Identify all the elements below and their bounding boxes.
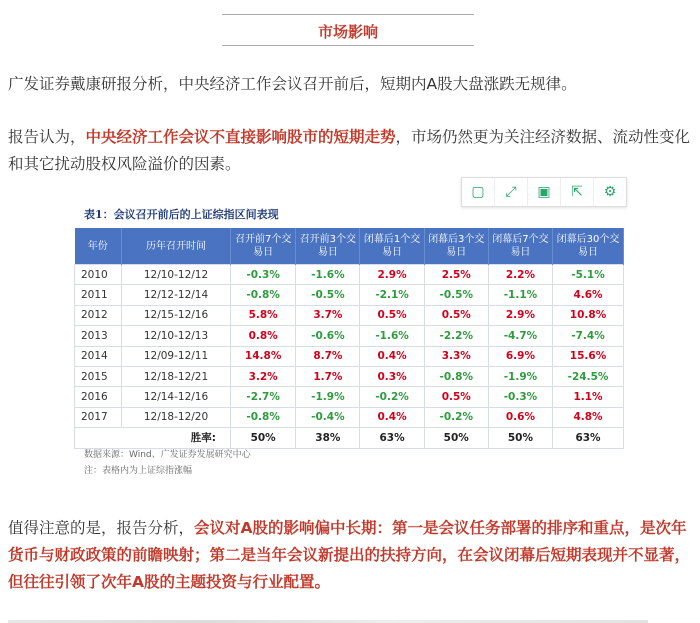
return-cell: -0.2% [424, 407, 488, 427]
table-row [75, 346, 624, 366]
paragraph-2-lead: 报告认为， [8, 128, 86, 146]
paragraph-2-tail: ，市场仍然更为关注经济数据、流动性变化和其它扰动股权风险溢价的因素。 [8, 128, 691, 173]
header-post30: 闭幕后30个交易日 [553, 228, 624, 265]
paragraph-1: 广发证券戴康研报分析，中央经济工作会议召开前后，短期内A股大盘涨跌无规律。 [8, 75, 577, 93]
return-cell: 0.4% [360, 346, 424, 366]
return-cell: -0.8% [231, 285, 296, 305]
return-cell: 4.8% [553, 407, 624, 427]
return-cell: -2.7% [231, 387, 296, 407]
section-title-box [222, 14, 474, 46]
return-cell: -24.5% [553, 366, 624, 386]
return-cell: 2.9% [488, 305, 552, 325]
year-cell: 2017 [75, 407, 122, 427]
return-cell: 10.8% [553, 305, 624, 325]
paragraph-3-lead: 值得注意的是，报告分析， [8, 519, 195, 537]
return-cell: 2.5% [424, 265, 488, 285]
return-cell: -0.8% [231, 407, 296, 427]
date-range-cell: 12/14-12/16 [122, 387, 231, 407]
copy-icon[interactable]: ▢ [462, 178, 495, 206]
paragraph-3-highlight: 会议对A股的影响偏中长期：第一是会议任务部署的排序和重点，是次年货币与财政政策的前瞻映射；第二是当年会议新提出的扶持方向，在会议闭幕后短期表现并不显著，但往往引领了次年A股的主题投资与行业配置。 [8, 519, 691, 591]
return-cell: -5.1% [553, 265, 624, 285]
return-cell: -0.3% [488, 387, 552, 407]
return-cell: 14.8% [231, 346, 296, 366]
return-cell: -0.6% [296, 326, 360, 346]
paragraph-2-highlight: 中央经济工作会议不直接影响股市的短期走势 [85, 128, 396, 146]
year-cell: 2011 [75, 285, 122, 305]
image-toolbar [461, 177, 627, 207]
return-cell: 15.6% [553, 346, 624, 366]
year-cell: 2012 [75, 305, 122, 325]
date-range-cell: 12/12-12/14 [122, 285, 231, 305]
return-cell: -0.4% [296, 407, 360, 427]
return-cell: 1.7% [296, 366, 360, 386]
win-rate-cell: 50% [231, 428, 296, 448]
win-rate-row [75, 428, 624, 448]
table-row [75, 265, 624, 285]
return-cell: -1.6% [360, 326, 424, 346]
return-cell: -0.5% [296, 285, 360, 305]
win-rate-label: 胜率: [75, 428, 231, 448]
table-row [75, 305, 624, 325]
return-cell: 3.2% [231, 366, 296, 386]
paragraph-2 [8, 124, 692, 178]
expand-icon[interactable]: ⤢ [495, 178, 528, 206]
return-cell: 3.3% [424, 346, 488, 366]
date-range-cell: 12/10-12/12 [122, 265, 231, 285]
return-cell: 0.4% [360, 407, 424, 427]
return-cell: -0.8% [424, 366, 488, 386]
date-range-cell: 12/10-12/13 [122, 326, 231, 346]
next-paragraph-cutoff [8, 612, 648, 623]
return-cell: 3.7% [296, 305, 360, 325]
return-cell: 0.5% [360, 305, 424, 325]
market-performance-table [74, 228, 624, 449]
return-cell: -0.5% [424, 285, 488, 305]
win-rate-cell: 50% [424, 428, 488, 448]
return-cell: 1.1% [553, 387, 624, 407]
return-cell: 0.3% [360, 366, 424, 386]
return-cell: -1.6% [296, 265, 360, 285]
table-title: 表1：会议召开前后的上证综指区间表现 [84, 208, 279, 221]
win-rate-cell: 38% [296, 428, 360, 448]
table-header-row [75, 228, 624, 265]
win-rate-cell: 63% [553, 428, 624, 448]
return-cell: -0.3% [231, 265, 296, 285]
win-rate-cell: 63% [360, 428, 424, 448]
return-cell: 6.9% [488, 346, 552, 366]
date-range-cell: 12/09-12/11 [122, 346, 231, 366]
settings-icon[interactable]: ⚙ [603, 184, 617, 200]
year-cell: 2010 [75, 265, 122, 285]
win-rate-cell: 50% [488, 428, 552, 448]
return-cell: 0.8% [231, 326, 296, 346]
table-row [75, 407, 624, 427]
header-pre7: 召开前7个交易日 [231, 228, 296, 265]
date-range-cell: 12/18-12/21 [122, 366, 231, 386]
table-row [75, 326, 624, 346]
table-row [75, 285, 624, 305]
table-row [75, 366, 624, 386]
year-cell: 2015 [75, 366, 122, 386]
share-icon[interactable]: ⇱ [561, 178, 594, 206]
return-cell: -7.4% [553, 326, 624, 346]
header-post7: 闭幕后7个交易日 [488, 228, 552, 265]
return-cell: -2.2% [424, 326, 488, 346]
return-cell: -1.9% [488, 366, 552, 386]
paragraph-3 [8, 515, 692, 596]
year-cell: 2014 [75, 346, 122, 366]
return-cell: 8.7% [296, 346, 360, 366]
table-row [75, 387, 624, 407]
return-cell: 0.6% [488, 407, 552, 427]
header-post1: 闭幕后1个交易日 [360, 228, 424, 265]
section-title: 市场影响 [317, 23, 378, 41]
year-cell: 2013 [75, 326, 122, 346]
header-post3: 闭幕后3个交易日 [424, 228, 488, 265]
table-note: 注：表格内为上证综指涨幅 [84, 466, 193, 476]
return-cell: 2.2% [488, 265, 552, 285]
return-cell: -2.1% [360, 285, 424, 305]
return-cell: -1.9% [296, 387, 360, 407]
save-icon[interactable]: ▣ [528, 178, 561, 206]
return-cell: 5.8% [231, 305, 296, 325]
year-cell: 2016 [75, 387, 122, 407]
table-source: 数据来源：Wind、广发证券发展研究中心 [84, 450, 251, 460]
return-cell: -1.1% [488, 285, 552, 305]
header-pre3: 召开前3个交易日 [296, 228, 360, 265]
return-cell: 4.6% [553, 285, 624, 305]
return-cell: 2.9% [360, 265, 424, 285]
table-body [75, 265, 624, 449]
header-dates: 历年召开时间 [122, 228, 231, 265]
date-range-cell: 12/15-12/16 [122, 305, 231, 325]
return-cell: 0.5% [424, 387, 488, 407]
header-year: 年份 [75, 228, 122, 265]
date-range-cell: 12/18-12/20 [122, 407, 231, 427]
return-cell: -4.7% [488, 326, 552, 346]
return-cell: 0.5% [424, 305, 488, 325]
return-cell: -0.2% [360, 387, 424, 407]
